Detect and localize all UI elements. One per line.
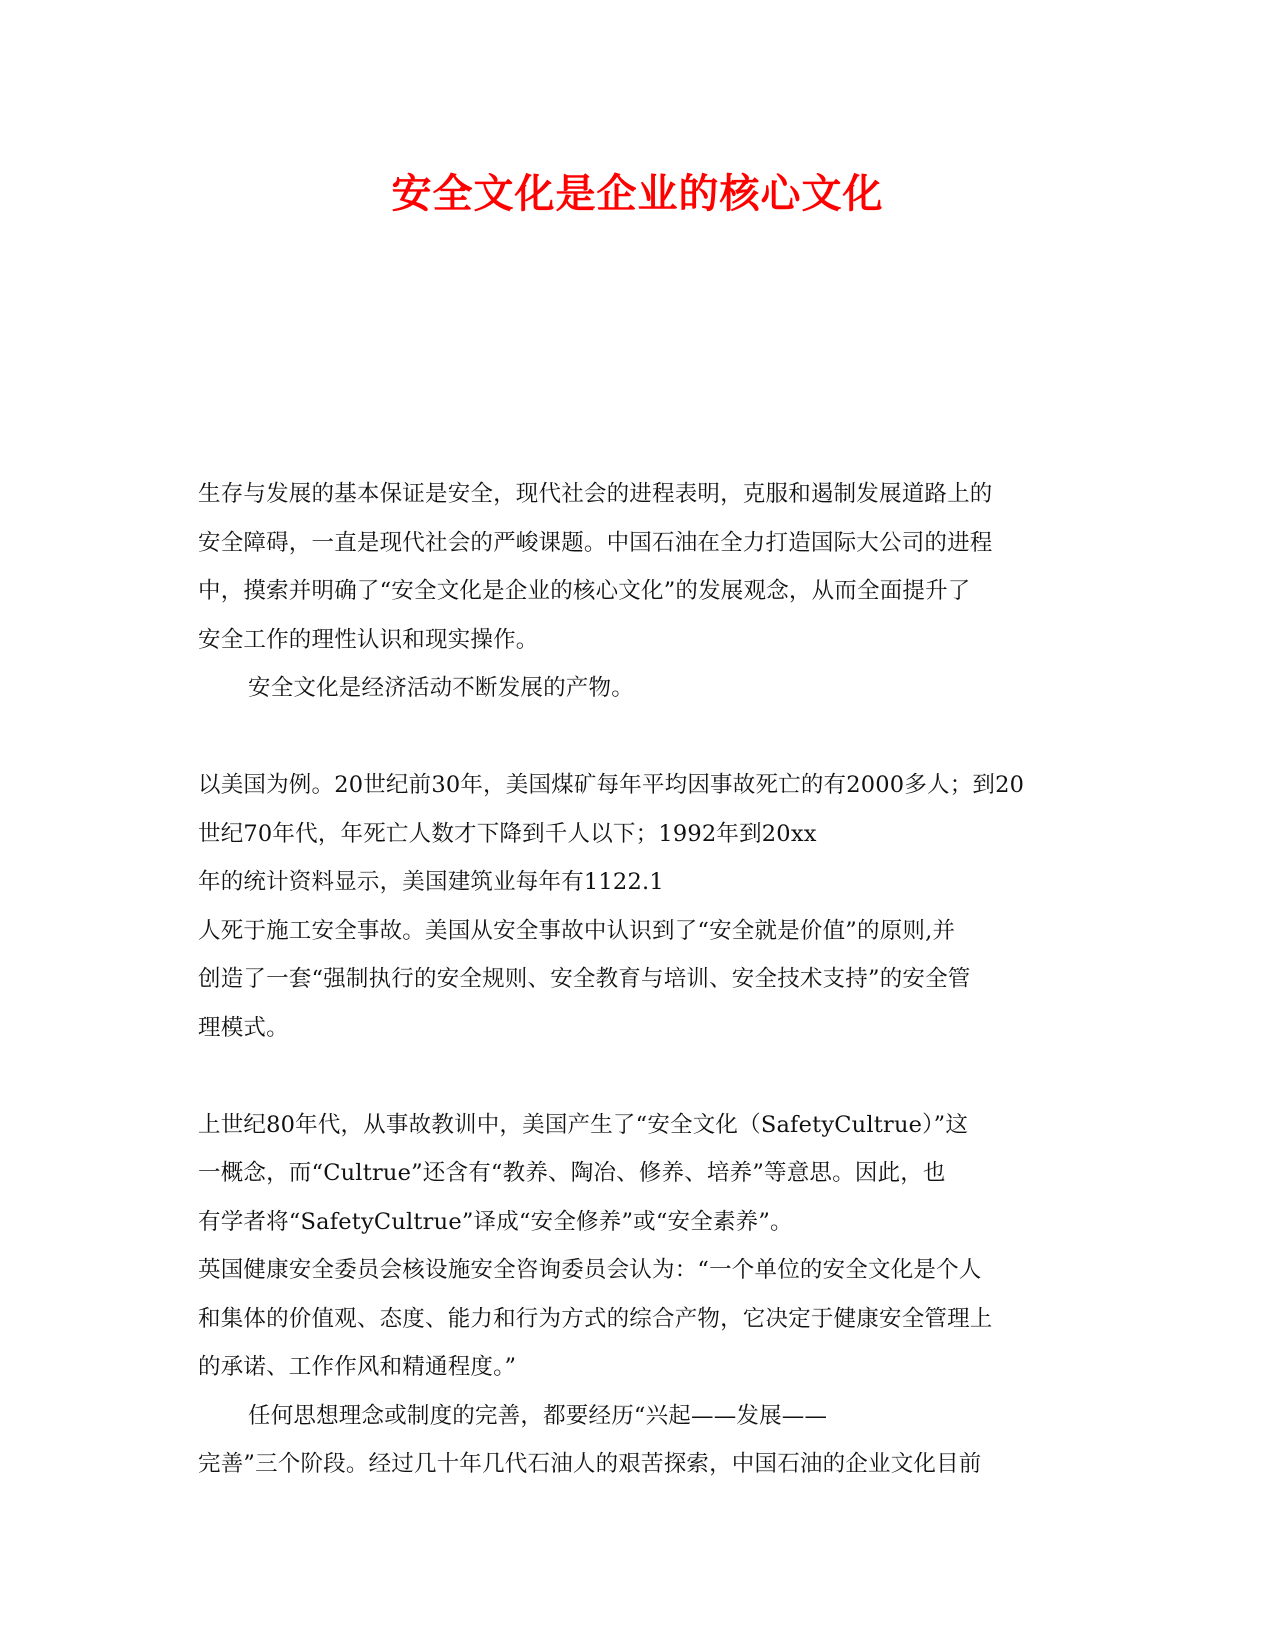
text-line: 中，摸索并明确了“安全文化是企业的核心文化”的发展观念，从而全面提升了: [198, 578, 971, 604]
document-body: [198, 470, 1078, 1489]
text-line: 年的统计资料显示，美国建筑业每年有1122.1: [198, 869, 664, 895]
text-line: 安全障碍，一直是现代社会的严峻课题。中国石油在全力打造国际大公司的进程: [198, 529, 993, 556]
text-line: 任何思想理念或制度的完善，都要经历“兴起——发展——: [248, 1402, 828, 1429]
text-line: 以美国为例。20世纪前30年，美国煤矿每年平均因事故死亡的有2000多人；到20: [198, 772, 1025, 798]
text-line: 世纪70年代，年死亡人数才下降到千人以下；1992年到20xx: [198, 820, 817, 847]
text-line: 人死于施工安全事故。美国从安全事故中认识到了“安全就是价值”的原则,并: [198, 917, 956, 944]
paragraph-gap: [198, 713, 1078, 762]
text-line: 有学者将“SafetyCultrue”译成“安全修养”或“安全素养”。: [198, 1208, 793, 1235]
text-line: 上世纪80年代，从事故教训中，美国产生了“安全文化（SafetyCultrue）”这: [198, 1111, 969, 1138]
text-line: 生存与发展的基本保证是安全，现代社会的进程表明，克服和遏制发展道路上的: [198, 481, 993, 507]
text-line: 安全工作的理性认识和现实操作。: [198, 626, 539, 653]
text-line: 英国健康安全委员会核设施安全咨询委员会认为：“一个单位的安全文化是个人: [198, 1257, 982, 1283]
paragraph-gap: [198, 1052, 1078, 1101]
text-line: 理模式。: [198, 1014, 289, 1041]
text-line: 完善”三个阶段。经过几十年几代石油人的艰苦探索，中国石油的企业文化目前: [198, 1451, 982, 1477]
text-line: 安全文化是经济活动不断发展的产物。: [248, 675, 634, 701]
text-line: 一概念，而“Cultrue”还含有“教养、陶冶、修养、培养”等意思。因此，也: [198, 1160, 946, 1186]
text-line: 和集体的价值观、态度、能力和行为方式的综合产物，它决定于健康安全管理上: [198, 1305, 993, 1332]
text-line: 的承诺、工作作风和精通程度。”: [198, 1354, 517, 1380]
document-title: 安全文化是企业的核心文化: [391, 170, 884, 217]
text-line: 创造了一套“强制执行的安全规则、安全教育与培训、安全技术支持”的安全管: [198, 966, 971, 992]
